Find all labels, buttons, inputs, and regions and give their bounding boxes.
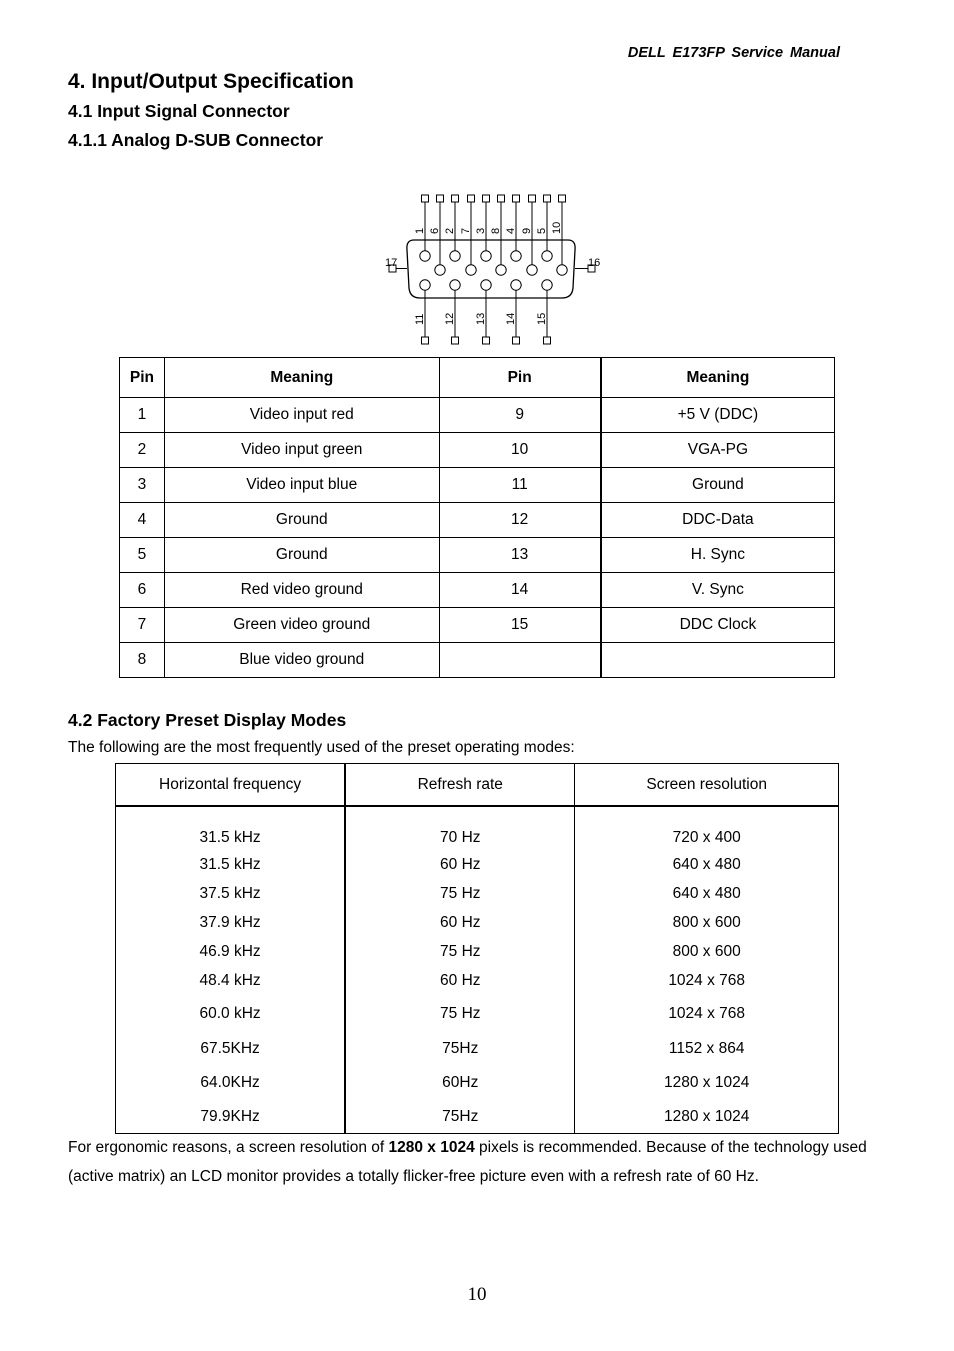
refresh-rate-cell: 60 Hz [345,850,575,879]
pin-terminal [483,195,490,202]
pin-terminal [422,195,429,202]
pin-label: 11 [414,313,426,325]
horizontal-frequency-cell: 48.4 kHz [116,966,346,995]
pin-socket [450,251,460,261]
paragraph-text-end: pixels is recommended. Because of the technology used (active matrix) an LCD monitor provides a totally flicker-free picture even with a refresh rate of 60 Hz. [68,1139,867,1185]
refresh-rate-cell: 75 Hz [345,995,575,1032]
table-row [116,1066,839,1100]
subsection-heading-preset-modes: 4.2 Factory Preset Display Modes [68,710,347,730]
refresh-rate-cell: 75 Hz [345,937,575,966]
pin-meaning-cell: V. Sync [601,573,835,608]
modes-header-horizontal-frequency: Horizontal frequency [116,764,346,807]
paragraph-text-start: For ergonomic reasons, a screen resolution of [68,1139,389,1156]
pin-number-cell: 2 [120,433,165,468]
table-row [120,573,835,608]
pin-label: 2 [444,227,456,234]
table-row [120,468,835,503]
horizontal-frequency-cell: 46.9 kHz [116,937,346,966]
pin-meaning-cell [601,643,835,678]
pin-number-cell: 5 [120,538,165,573]
pin-meaning-cell: Video input blue [164,468,439,503]
table-row [120,398,835,433]
pin-socket [557,265,567,275]
pin-table-header-pin: Pin [120,358,165,398]
horizontal-frequency-cell: 64.0KHz [116,1066,346,1100]
table-row [116,1100,839,1134]
pin-socket [511,251,521,261]
pin-label: 4 [505,227,517,234]
pin-meaning-cell: Video input green [164,433,439,468]
pin-number-cell: 1 [120,398,165,433]
pin-number-cell [439,643,601,678]
refresh-rate-cell: 60Hz [345,1066,575,1100]
table-row [116,995,839,1032]
pin-socket [420,280,430,290]
horizontal-frequency-cell: 37.5 kHz [116,879,346,908]
pin-number-cell: 11 [439,468,601,503]
screen-resolution-cell: 1024 x 768 [575,995,839,1032]
table-row [120,503,835,538]
horizontal-frequency-cell: 31.5 kHz [116,806,346,850]
pin-number-cell: 3 [120,468,165,503]
screen-resolution-cell: 1280 x 1024 [575,1100,839,1134]
refresh-rate-cell: 75 Hz [345,879,575,908]
pin-meaning-cell: Ground [601,468,835,503]
pin-socket [420,251,430,261]
modes-table-header-row [116,764,839,807]
pin-label: 3 [475,227,487,234]
pin-number-cell: 8 [120,643,165,678]
pin-meaning-cell: H. Sync [601,538,835,573]
pin-terminal [468,195,475,202]
pin-label: 14 [505,312,517,325]
pin-socket [527,265,537,275]
pin-socket [450,280,460,290]
pin-label: 10 [551,221,563,234]
pin-meaning-cell: Green video ground [164,608,439,643]
page-number: 10 [467,1284,487,1305]
pin-label: 8 [490,227,502,234]
manual-header-title: DELL E173FP Service Manual [627,45,840,61]
screen-resolution-cell: 800 x 600 [575,908,839,937]
pin-socket [435,265,445,275]
refresh-rate-cell: 75Hz [345,1032,575,1066]
modes-header-screen-resolution: Screen resolution [575,764,839,807]
table-row [116,850,839,879]
pin-meaning-cell: Red video ground [164,573,439,608]
recommended-resolution: 1280 x 1024 [388,1139,475,1156]
pin-socket [481,251,491,261]
table-row [116,879,839,908]
pin-meaning-cell: DDC Clock [601,608,835,643]
pin-terminal [498,195,505,202]
screen-resolution-cell: 1024 x 768 [575,966,839,995]
subsection-heading-input-signal: 4.1 Input Signal Connector [68,101,290,121]
pin-socket [542,280,552,290]
pin-meaning-cell: Ground [164,503,439,538]
table-row [116,966,839,995]
pin-number-cell: 4 [120,503,165,538]
pin-socket [542,251,552,261]
refresh-rate-cell: 60 Hz [345,966,575,995]
horizontal-frequency-cell: 60.0 kHz [116,995,346,1032]
modes-header-refresh-rate: Refresh rate [345,764,575,807]
pin-label: 15 [536,312,548,325]
table-row [120,643,835,678]
pin-socket [511,280,521,290]
horizontal-frequency-cell: 31.5 kHz [116,850,346,879]
section-heading-input-output: 4. Input/Output Specification [68,70,354,93]
pin-number-cell: 12 [439,503,601,538]
pin-meaning-cell: DDC-Data [601,503,835,538]
pin-label: 7 [460,227,472,234]
horizontal-frequency-cell: 67.5KHz [116,1032,346,1066]
pin-number-cell: 15 [439,608,601,643]
pin-table-header-row [120,358,835,398]
pin-terminal [559,195,566,202]
pin-meaning-cell: Ground [164,538,439,573]
screen-resolution-cell: 1280 x 1024 [575,1066,839,1100]
refresh-rate-cell: 70 Hz [345,806,575,850]
pin-label-16: 16 [588,257,601,269]
pin-label: 6 [429,227,441,234]
table-row [116,1032,839,1066]
pin-assignment-table [119,357,835,678]
table-row [116,908,839,937]
pin-label: 13 [475,312,487,325]
screen-resolution-cell: 720 x 400 [575,806,839,850]
pin-terminal [544,195,551,202]
preset-modes-table [115,763,839,1134]
pin-label: 1 [414,227,426,234]
dsub-connector-diagram [380,190,610,350]
pin-number-cell: 10 [439,433,601,468]
screen-resolution-cell: 800 x 600 [575,937,839,966]
pin-terminal [452,195,459,202]
pin-label: 12 [444,312,456,325]
pin-meaning-cell: VGA-PG [601,433,835,468]
horizontal-frequency-cell: 79.9KHz [116,1100,346,1134]
pin-terminal [452,337,459,344]
screen-resolution-cell: 1152 x 864 [575,1032,839,1066]
pin-terminal [513,337,520,344]
pin-terminal [529,195,536,202]
table-row [116,806,839,850]
table-row [116,937,839,966]
pin-meaning-cell: Blue video ground [164,643,439,678]
pin-table-header-meaning: Meaning [601,358,835,398]
pin-number-cell: 14 [439,573,601,608]
table-row [120,433,835,468]
pin-terminal [513,195,520,202]
subsection-heading-analog-dsub: 4.1.1 Analog D-SUB Connector [68,130,324,150]
pin-table-header-pin: Pin [439,358,601,398]
pin-number-cell: 6 [120,573,165,608]
pin-meaning-cell: +5 V (DDC) [601,398,835,433]
pin-socket [481,280,491,290]
pin-table-header-meaning: Meaning [164,358,439,398]
pin-label: 5 [536,227,548,234]
refresh-rate-cell: 60 Hz [345,908,575,937]
table-row [120,538,835,573]
pin-socket [466,265,476,275]
pin-label: 9 [521,227,533,234]
ergonomic-recommendation-paragraph [68,1134,898,1191]
preset-modes-intro: The following are the most frequently used of the preset operating modes: [68,739,575,756]
table-row [120,608,835,643]
pin-socket [496,265,506,275]
pin-label-17: 17 [385,257,398,269]
pin-number-cell: 7 [120,608,165,643]
pin-terminal [483,337,490,344]
pin-terminal [544,337,551,344]
pin-number-cell: 9 [439,398,601,433]
pin-meaning-cell: Video input red [164,398,439,433]
horizontal-frequency-cell: 37.9 kHz [116,908,346,937]
pin-number-cell: 13 [439,538,601,573]
pin-terminal [422,337,429,344]
pin-terminal [437,195,444,202]
refresh-rate-cell: 75Hz [345,1100,575,1134]
screen-resolution-cell: 640 x 480 [575,879,839,908]
screen-resolution-cell: 640 x 480 [575,850,839,879]
